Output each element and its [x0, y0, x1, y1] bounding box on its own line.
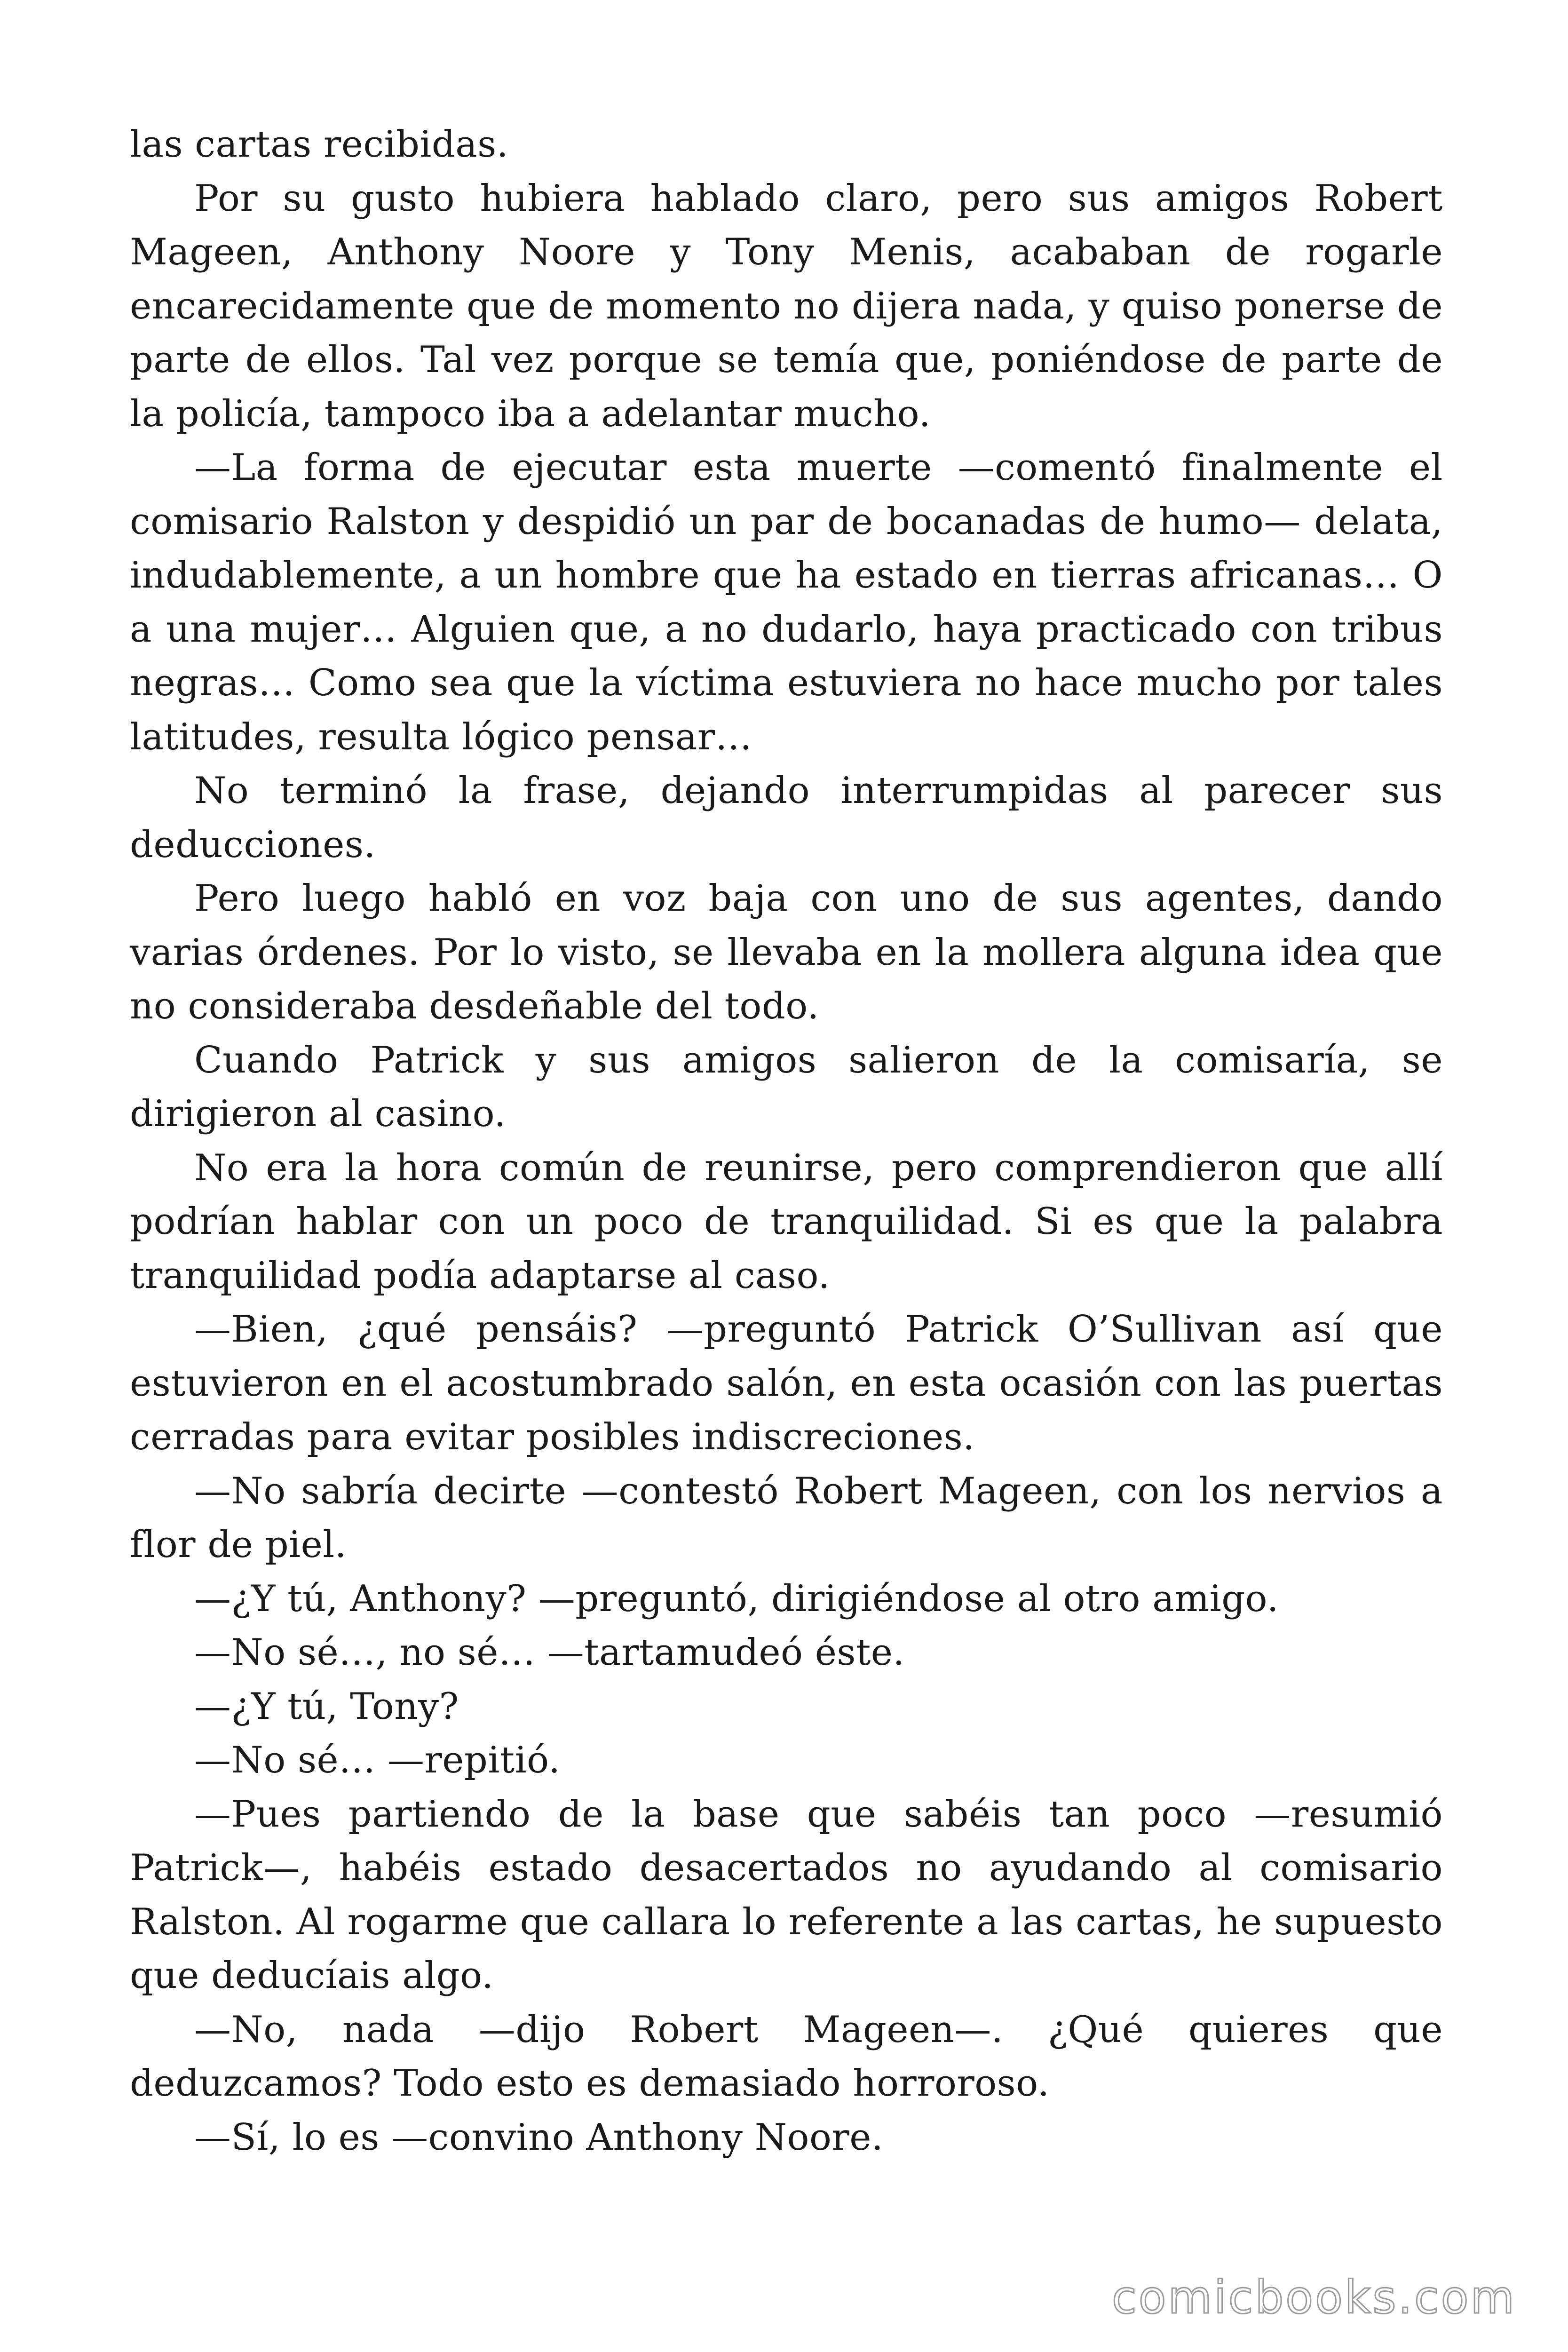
- paragraph-15: —No, nada —dijo Robert Mageen—. ¿Qué quieres que deduzcamos? Todo esto es demasiado horroroso.: [130, 2008, 1443, 2105]
- paragraph-3: —La forma de ejecutar esta muerte —comentó finalmente el comisario Ralston y despidió un par de bocanadas de humo— delata, indudablemente, a un hombre que ha estado en tierras africanas… O a una mujer… Alguien que, a no dudarlo, haya practicado con tribus negras… Como sea que la víctima estuviera no hace mucho por tales latitudes, resulta lógico pensar…: [130, 446, 1443, 758]
- paragraph-9: —No sabría decirte —contestó Robert Mageen, con los nervios a flor de piel.: [130, 1470, 1443, 1566]
- paragraph-2: Por su gusto hubiera hablado claro, pero sus amigos Robert Mageen, Anthony Noore y Tony Menis, acababan de rogarle encarecidamente que de momento no dijera nada, y quiso ponerse de parte de ellos. Tal vez porque se temía que, poniéndose de parte de la policía, tampoco iba a adelantar mucho.: [130, 177, 1443, 435]
- paragraph-10: —¿Y tú, Anthony? —preguntó, dirigiéndose al otro amigo.: [194, 1577, 1279, 1620]
- paragraph-16: —Sí, lo es —convino Anthony Noore.: [194, 2116, 884, 2159]
- paragraph-12: —¿Y tú, Tony?: [194, 1685, 459, 1728]
- paragraph-1: las cartas recibidas.: [130, 123, 509, 166]
- paragraph-13: —No sé… —repitió.: [194, 1739, 561, 1781]
- watermark: comicbooks.com: [1111, 2271, 1516, 2324]
- paragraph-8: —Bien, ¿qué pensáis? —preguntó Patrick O’Sullivan así que estuvieron en el acostumbrado salón, en esta ocasión con las puertas cerradas para evitar posibles indiscreciones.: [130, 1308, 1443, 1458]
- paragraph-5: Pero luego habló en voz baja con uno de sus agentes, dando varias órdenes. Por lo visto, se llevaba en la mollera alguna idea que no consideraba desdeñable del todo.: [130, 877, 1443, 1027]
- page-text: [130, 118, 1443, 2164]
- paragraph-4: No terminó la frase, dejando interrumpidas al parecer sus deducciones.: [130, 770, 1443, 866]
- paragraph-7: No era la hora común de reunirse, pero comprendieron que allí podrían hablar con un poco de tranquilidad. Si es que la palabra tranquilidad podía adaptarse al caso.: [130, 1146, 1443, 1297]
- paragraph-11: —No sé…, no sé… —tartamudeó éste.: [194, 1631, 905, 1674]
- paragraph-6: Cuando Patrick y sus amigos salieron de la comisaría, se dirigieron al casino.: [130, 1039, 1443, 1135]
- paragraph-14: —Pues partiendo de la base que sabéis tan poco —resumió Patrick—, habéis estado desacertados no ayudando al comisario Ralston. Al rogarme que callara lo referente a las cartas, he supuesto que deducíais algo.: [130, 1793, 1443, 1997]
